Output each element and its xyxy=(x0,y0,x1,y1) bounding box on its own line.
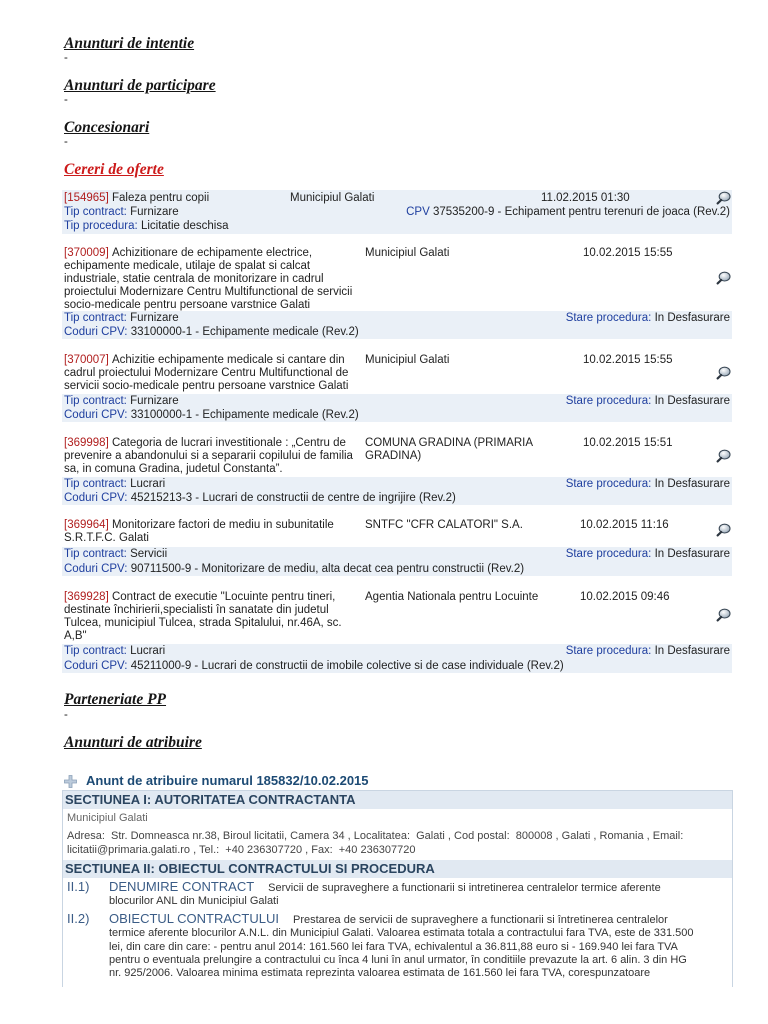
offer-cpv-row xyxy=(64,408,730,422)
section-empty-intentie: - xyxy=(64,52,68,64)
item-text-line: Servicii de supraveghere a functionarii si intretinerea centralelor termice aferente xyxy=(268,882,661,894)
tip-contract-value: Lucrari xyxy=(130,645,166,657)
section-title-concesionari: Concesionari xyxy=(64,119,150,136)
offer-contract-row xyxy=(64,644,730,658)
section-title-parteneriate: Parteneriate PP xyxy=(64,691,167,708)
tip-procedura-label: Tip procedura: xyxy=(64,220,138,232)
contract-object-row xyxy=(109,912,668,927)
offer-date: 10.02.2015 15:51 xyxy=(583,437,673,449)
view-details-icon[interactable] xyxy=(715,191,731,205)
offer-entry xyxy=(0,591,768,673)
offer-title-line[interactable]: Categoria de lucrari investitionale : „Centru de xyxy=(111,437,346,449)
offer-title-line[interactable]: socio-medicale pentru persoane varstnice Galati xyxy=(64,299,311,311)
offer-cpv-row xyxy=(64,659,730,673)
tip-contract-value: Servicii xyxy=(130,548,168,560)
item-text-line: blocurilor ANL din Municipiul Galati xyxy=(109,895,279,907)
section-header-obiect: SECTIUNEA II: OBIECTUL CONTRACTULUI SI PROCEDURA xyxy=(63,860,732,878)
section-empty-parteneriate: - xyxy=(64,709,68,721)
stare-procedura-label: Stare procedura: xyxy=(565,312,652,324)
coduri-cpv-value: 45215213-3 - Lucrari de constructii de centre de ingrijire (Rev.2) xyxy=(130,492,456,504)
offer-title[interactable] xyxy=(64,519,334,545)
coduri-cpv-label: Coduri CPV: xyxy=(64,492,128,504)
view-details-icon[interactable] xyxy=(715,449,731,463)
section-title-participare: Anunturi de participare xyxy=(64,77,216,94)
coduri-cpv-label: Coduri CPV: xyxy=(64,563,128,575)
tip-contract-label: Tip contract: xyxy=(64,206,127,218)
procedure-status xyxy=(566,644,730,658)
item-number: II.1) xyxy=(67,879,90,894)
tip-contract-label: Tip contract: xyxy=(64,312,127,324)
stare-procedura-label: Stare procedura: xyxy=(565,395,652,407)
offer-entry xyxy=(0,247,768,339)
stare-procedura-value: In Desfasurare xyxy=(654,548,730,560)
offer-title-line[interactable]: destinate închirierii,specialisti în sanatate din judetul xyxy=(64,604,329,616)
authority-contact: licitatii@primaria.galati.ro , Tel.: +40 236307720 , Fax: +40 236307720 xyxy=(67,844,416,856)
view-details-icon[interactable] xyxy=(715,608,731,622)
offer-title-line[interactable]: echipamente medicale, utilaje de spalat si calcat xyxy=(64,260,311,272)
offer-title-line[interactable]: proiectului Modernizare Centru Multifunctional de servicii xyxy=(64,286,353,298)
offer-contract-row xyxy=(64,547,730,561)
contracting-authority: Agentia Nationala pentru Locuinte xyxy=(365,591,539,603)
section-title-atribuire: Anunturi de atribuire xyxy=(64,734,202,751)
offer-title-line[interactable]: industriale, statie centrala de monitorizare in cadrul xyxy=(64,273,324,285)
offer-cpv-row xyxy=(64,325,730,339)
offer-contract-row xyxy=(64,205,730,219)
offer-title-line[interactable]: servicii socio-medicale pentru persoane varstnice Galati xyxy=(64,380,349,392)
contracting-authority xyxy=(365,437,533,463)
procedure-status xyxy=(566,311,730,325)
procedure-status xyxy=(566,547,730,561)
contract-name-row xyxy=(109,880,661,895)
offer-title-line[interactable]: Tulcea, municipiul Tulcea, strada Spitalului, nr.46A, sc. xyxy=(64,617,342,629)
cpv-label: CPV xyxy=(406,206,430,218)
stare-procedura-value: In Desfasurare xyxy=(654,312,730,324)
offer-date: 10.02.2015 09:46 xyxy=(580,591,670,603)
offer-title[interactable] xyxy=(64,591,342,643)
offer-title-line[interactable]: Faleza pentru copii xyxy=(111,192,210,204)
offer-date: 10.02.2015 15:55 xyxy=(583,247,673,259)
item-text-line: Prestarea de servicii de supraveghere a functionarii si întretinerea centralelor xyxy=(292,914,668,926)
offer-title-line[interactable]: Contract de executie "Locuinte pentru tineri, xyxy=(111,591,336,603)
offer-id[interactable]: [154965] xyxy=(64,192,109,204)
item-text-line: nr. 925/2006. Valoarea minima estimata reprezinta valoarea estimata de 161.560 lei fara TVA, corespunzatoare xyxy=(109,967,651,979)
offer-title[interactable] xyxy=(64,247,352,312)
cpv-info xyxy=(406,205,730,219)
offer-title-line[interactable]: sa, in comuna Gradina, judetul Constanta”. xyxy=(64,463,283,475)
tip-contract-label: Tip contract: xyxy=(64,395,127,407)
offer-entry xyxy=(0,191,768,233)
item-label: OBIECTUL CONTRACTULUI xyxy=(109,911,279,926)
coduri-cpv-label: Coduri CPV: xyxy=(64,326,128,338)
coduri-cpv-value: 33100000-1 - Echipamente medicale (Rev.2) xyxy=(130,409,359,421)
stare-procedura-label: Stare procedura: xyxy=(565,548,652,560)
offer-id[interactable]: [369998] xyxy=(64,437,109,449)
tip-procedura-value: Licitatie deschisa xyxy=(140,220,229,232)
expand-plus-icon[interactable] xyxy=(64,775,77,788)
coduri-cpv-label: Coduri CPV: xyxy=(64,409,128,421)
offer-date: 10.02.2015 15:55 xyxy=(583,354,673,366)
view-details-icon[interactable] xyxy=(715,271,731,285)
tip-contract-label: Tip contract: xyxy=(64,548,127,560)
section-title-intentie: Anunturi de intentie xyxy=(64,35,195,52)
offer-id[interactable]: [370007] xyxy=(64,354,109,366)
stare-procedura-value: In Desfasurare xyxy=(654,478,730,490)
stare-procedura-value: In Desfasurare xyxy=(654,395,730,407)
coduri-cpv-value: 90711500-9 - Monitorizare de mediu, alta decat cea pentru constructii (Rev.2) xyxy=(130,563,525,575)
offer-title-line[interactable]: prevenire a abandonului si a separarii copilului de familia xyxy=(64,450,353,462)
stare-procedura-label: Stare procedura: xyxy=(565,645,652,657)
item-text-line: pentru o eventuala prelungire a contractului cu înca 4 luni în anul urmator, în conditiile prevazute la art. 6 alin. 3 din HG xyxy=(109,954,687,966)
view-details-icon[interactable] xyxy=(715,366,731,380)
offer-title[interactable] xyxy=(64,354,348,393)
authority-line: COMUNA GRADINA (PRIMARIA xyxy=(365,437,534,449)
award-notice-title[interactable]: Anunt de atribuire numarul 185832/10.02.2015 xyxy=(86,773,369,788)
authority-address: Adresa: Str. Domneasca nr.38, Biroul licitatii, Camera 34 , Localitatea: Galati , Cod postal: 800008 , Galati , Romania , Email: xyxy=(67,830,684,842)
offer-title[interactable] xyxy=(64,191,209,205)
offer-title-line[interactable]: S.R.T.F.C. Galati xyxy=(64,532,149,544)
offer-entry xyxy=(0,354,768,422)
procedure-status xyxy=(566,394,730,408)
tip-contract-label: Tip contract: xyxy=(64,478,127,490)
contracting-authority: Municipiul Galati xyxy=(290,192,375,204)
section-header-autoritate: SECTIUNEA I: AUTORITATEA CONTRACTANTA xyxy=(63,791,732,809)
tip-contract-label: Tip contract: xyxy=(64,645,127,657)
section-empty-participare: - xyxy=(64,94,68,106)
authority-name: Municipiul Galati xyxy=(67,812,148,824)
offer-cpv-row xyxy=(64,491,730,505)
offer-title-line[interactable]: Achizitie echipamente medicale si cantare din xyxy=(111,354,345,366)
offer-id[interactable]: [370009] xyxy=(64,247,109,259)
offer-entry xyxy=(0,437,768,505)
offer-procedure-row xyxy=(64,219,730,233)
item-text-line: termice aferente blocurilor A.N.L. din Municipiul Galati. Valoarea estimata totala a contractului fara TVA, este de 331.500 xyxy=(109,927,694,939)
view-details-icon[interactable] xyxy=(715,523,731,537)
award-notice-panel xyxy=(62,790,733,987)
offer-contract-row xyxy=(64,394,730,408)
item-text-line: lei, din care din care: - pentru anul 2014: 161.560 lei fara TVA, echivalentul a 36.811,88 euro si - 169.940 lei fara TVA xyxy=(109,941,678,953)
offer-title-line[interactable]: Achizitionare de echipamente electrice, xyxy=(111,247,313,259)
item-label: DENUMIRE CONTRACT xyxy=(109,879,255,894)
offer-id[interactable]: [369964] xyxy=(64,519,109,531)
section-empty-concesionari: - xyxy=(64,136,68,148)
contracting-authority: Municipiul Galati xyxy=(365,354,450,366)
tip-contract-value: Lucrari xyxy=(130,478,166,490)
coduri-cpv-value: 45211000-9 - Lucrari de constructii de imobile colective si de case individuale (Rev.2) xyxy=(130,660,564,672)
offer-title[interactable] xyxy=(64,437,353,476)
offer-date: 10.02.2015 11:16 xyxy=(580,519,669,531)
offer-contract-row xyxy=(64,311,730,325)
offer-title-line[interactable]: A,B" xyxy=(64,630,87,642)
offer-title-line[interactable]: cadrul proiectului Modernizare Centru Multifunctional de xyxy=(64,367,349,379)
tip-contract-value: Furnizare xyxy=(130,395,179,407)
offer-contract-row xyxy=(64,477,730,491)
stare-procedura-label: Stare procedura: xyxy=(565,478,652,490)
item-number: II.2) xyxy=(67,911,90,926)
coduri-cpv-label: Coduri CPV: xyxy=(64,660,128,672)
tip-contract-value: Furnizare xyxy=(130,312,179,324)
tip-contract-value: Furnizare xyxy=(130,206,179,218)
offer-id[interactable]: [369928] xyxy=(64,591,109,603)
offer-entry xyxy=(0,519,768,576)
procedure-status xyxy=(566,477,730,491)
offer-cpv-row xyxy=(64,562,730,576)
offer-title-line[interactable]: Monitorizare factori de mediu in subunitatile xyxy=(111,519,334,531)
authority-line: GRADINA) xyxy=(365,450,422,462)
section-title-cereri: Cereri de oferte xyxy=(64,161,164,178)
offer-date: 11.02.2015 01:30 xyxy=(541,192,630,204)
contracting-authority: SNTFC "CFR CALATORI" S.A. xyxy=(365,519,523,531)
coduri-cpv-value: 33100000-1 - Echipamente medicale (Rev.2) xyxy=(130,326,359,338)
stare-procedura-value: In Desfasurare xyxy=(654,645,730,657)
cpv-value: 37535200-9 - Echipament pentru terenuri de joaca (Rev.2) xyxy=(432,206,730,218)
contracting-authority: Municipiul Galati xyxy=(365,247,450,259)
